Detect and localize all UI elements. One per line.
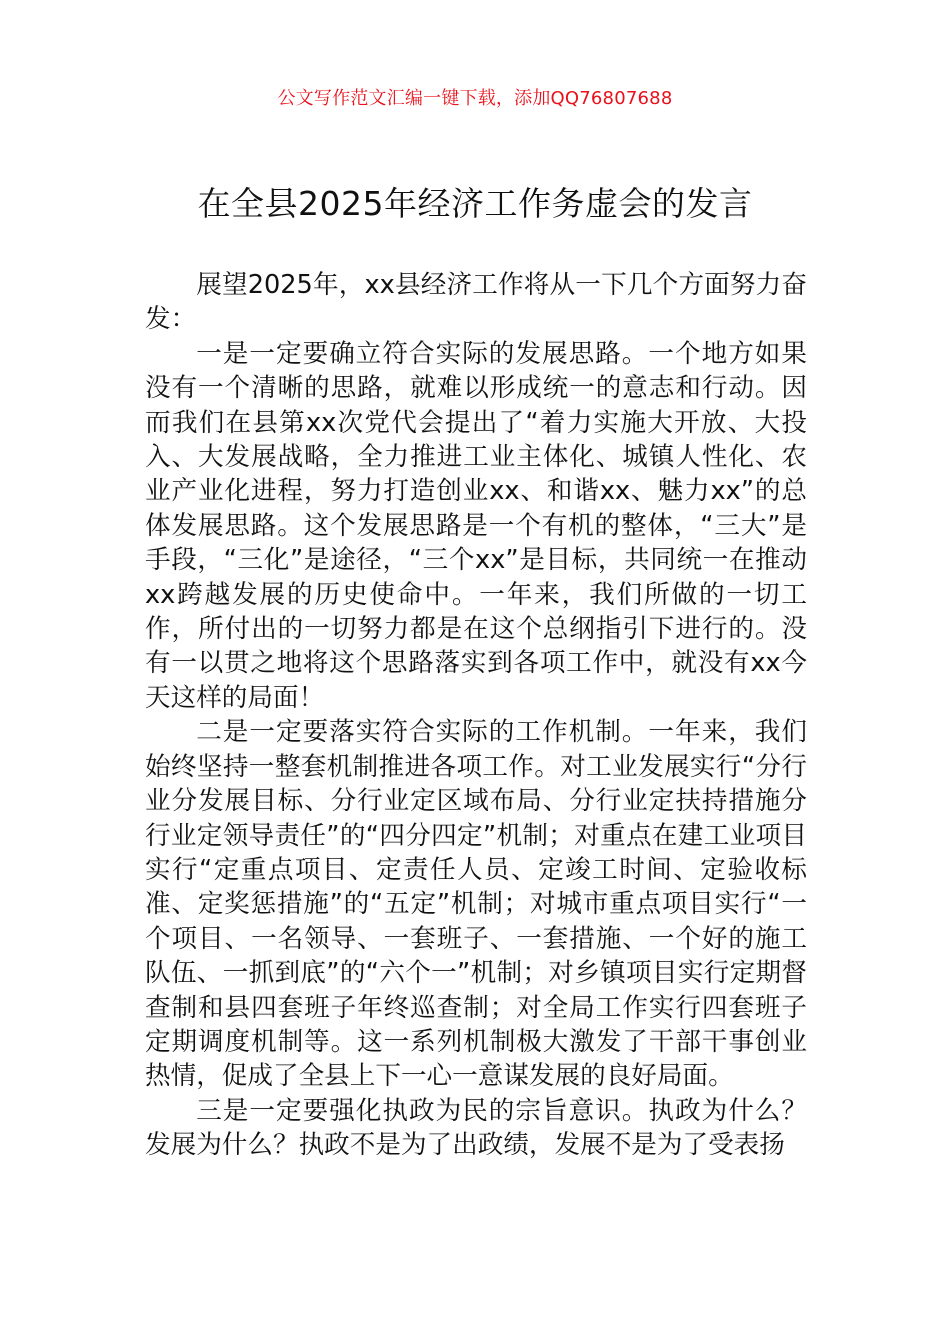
download-notice: 公文写作范文汇编一键下载，添加QQ76807688 <box>277 88 673 109</box>
paragraph-point-three: 三是一定要强化执政为民的宗旨意识。执政为什么？发展为什么？执政不是为了出政绩，发展不是为了受表扬 <box>145 1095 807 1161</box>
document-title: 在全县2025年经济工作务虚会的发言 <box>197 184 753 223</box>
paragraph-point-one: 一是一定要确立符合实际的发展思路。一个地方如果没有一个清晰的思路，就难以形成统一的意志和行动。因而我们在县第xx次党代会提出了“着力实施大开放、大投入、大发展战略，全力推进工业主体化、城镇人性化、农业产业化进程，努力打造创业xx、和谐xx、魅力xx”的总体发展思路。这个发展思路是一个有机的整体，“三大”是手段，“三化”是途径，“三个xx”是目标，共同统一在推动xx跨越发展的历史使命中。一年来，我们所做的一切工作，所付出的一切努力都是在这个总纲指引下进行的。没有一以贯之地将这个思路落实到各项工作中，就没有xx今天这样的局面！ <box>145 338 807 713</box>
paragraph-intro: 展望2025年，xx县经济工作将从一下几个方面努力奋发： <box>145 270 807 335</box>
document-body <box>145 268 807 1163</box>
paragraph-point-two: 二是一定要落实符合实际的工作机制。一年来，我们始终坚持一整套机制推进各项工作。对工业发展实行“分行业分发展目标、分行业定区域布局、分行业定扶持措施分行业定领导责任”的“四分四定”机制；对重点在建工业项目实行“定重点项目、定责任人员、定竣工时间、定验收标准、定奖惩措施”的“五定”机制；对城市重点项目实行“一个项目、一名领导、一套班子、一套措施、一个好的施工队伍、一抓到底”的“六个一”机制；对乡镇项目实行定期督查制和县四套班子年终巡查制；对全局工作实行四套班子定期调度机制等。这一系列机制极大激发了干部干事创业热情，促成了全县上下一心一意谋发展的良好局面。 <box>145 717 807 1092</box>
